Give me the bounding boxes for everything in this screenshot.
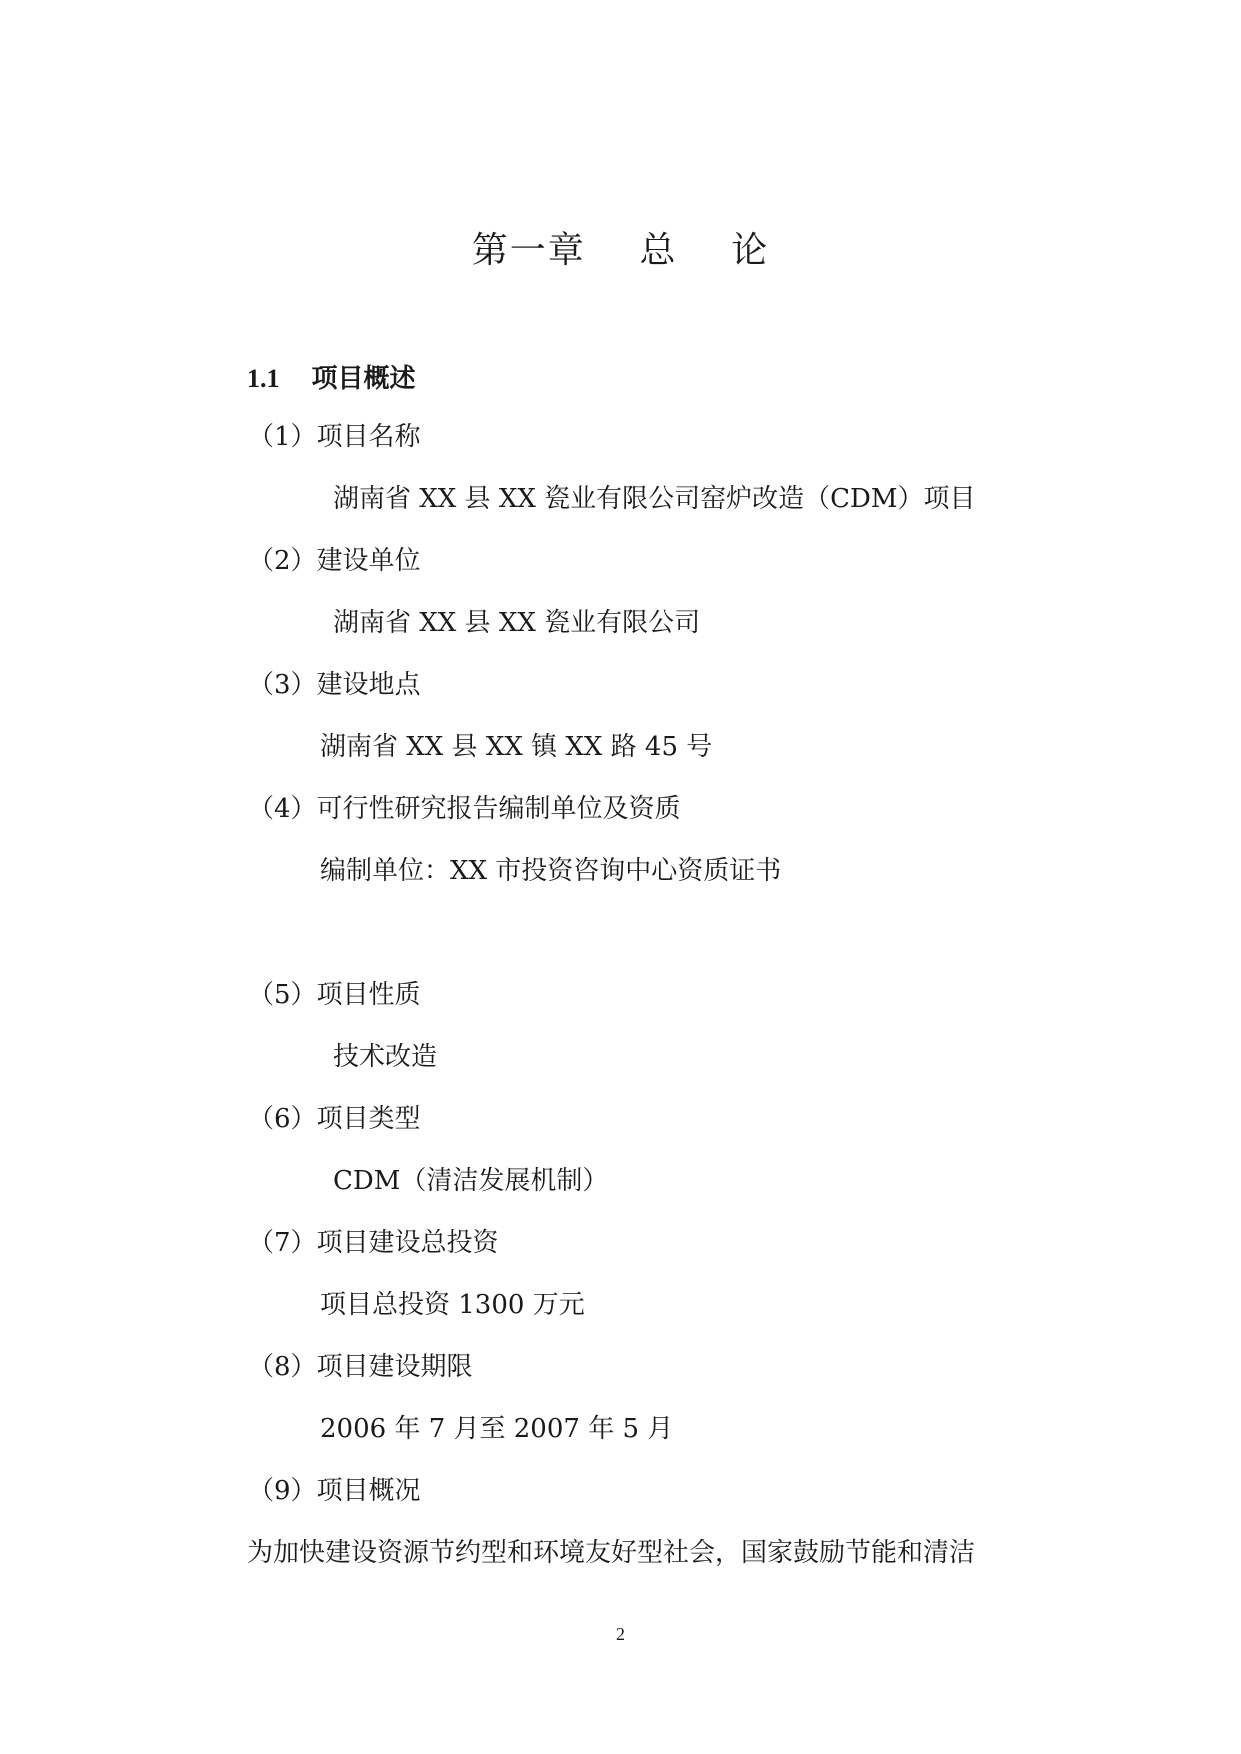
- body-paragraph: 为加快建设资源节约型和环境友好型社会，国家鼓励节能和清洁: [247, 1538, 976, 1568]
- item-label-3: （3）建设地点: [248, 670, 421, 700]
- item-label-2: （2）建设单位: [248, 546, 421, 576]
- item-value-5: 技术改造: [333, 1042, 438, 1072]
- item-label-5: （5）项目性质: [248, 980, 421, 1010]
- item-value-7: 项目总投资 1300 万元: [320, 1290, 585, 1320]
- item-value-1: 湖南省 XX 县 XX 瓷业有限公司窑炉改造（CDM）项目: [333, 484, 976, 514]
- item-value-6: CDM（清洁发展机制）: [333, 1166, 609, 1196]
- item-value-4: 编制单位：XX 市投资咨询中心资质证书: [320, 856, 782, 886]
- section-heading: [247, 358, 416, 395]
- item-value-3: 湖南省 XX 县 XX 镇 XX 路 45 号: [320, 732, 713, 762]
- section-title: 项目概述: [311, 364, 416, 394]
- section-number: 1.1: [247, 364, 280, 393]
- chapter-title: 第一章 总 论: [471, 230, 770, 271]
- item-label-1: （1）项目名称: [248, 422, 421, 452]
- item-label-4: （4）可行性研究报告编制单位及资质: [248, 794, 681, 824]
- item-label-6: （6）项目类型: [248, 1104, 421, 1134]
- item-value-2: 湖南省 XX 县 XX 瓷业有限公司: [333, 608, 701, 638]
- item-value-8: 2006 年 7 月至 2007 年 5 月: [320, 1414, 674, 1444]
- item-label-7: （7）项目建设总投资: [248, 1228, 499, 1258]
- item-label-8: （8）项目建设期限: [248, 1352, 473, 1382]
- item-label-9: （9）项目概况: [248, 1476, 421, 1506]
- page-number: 2: [616, 1624, 625, 1644]
